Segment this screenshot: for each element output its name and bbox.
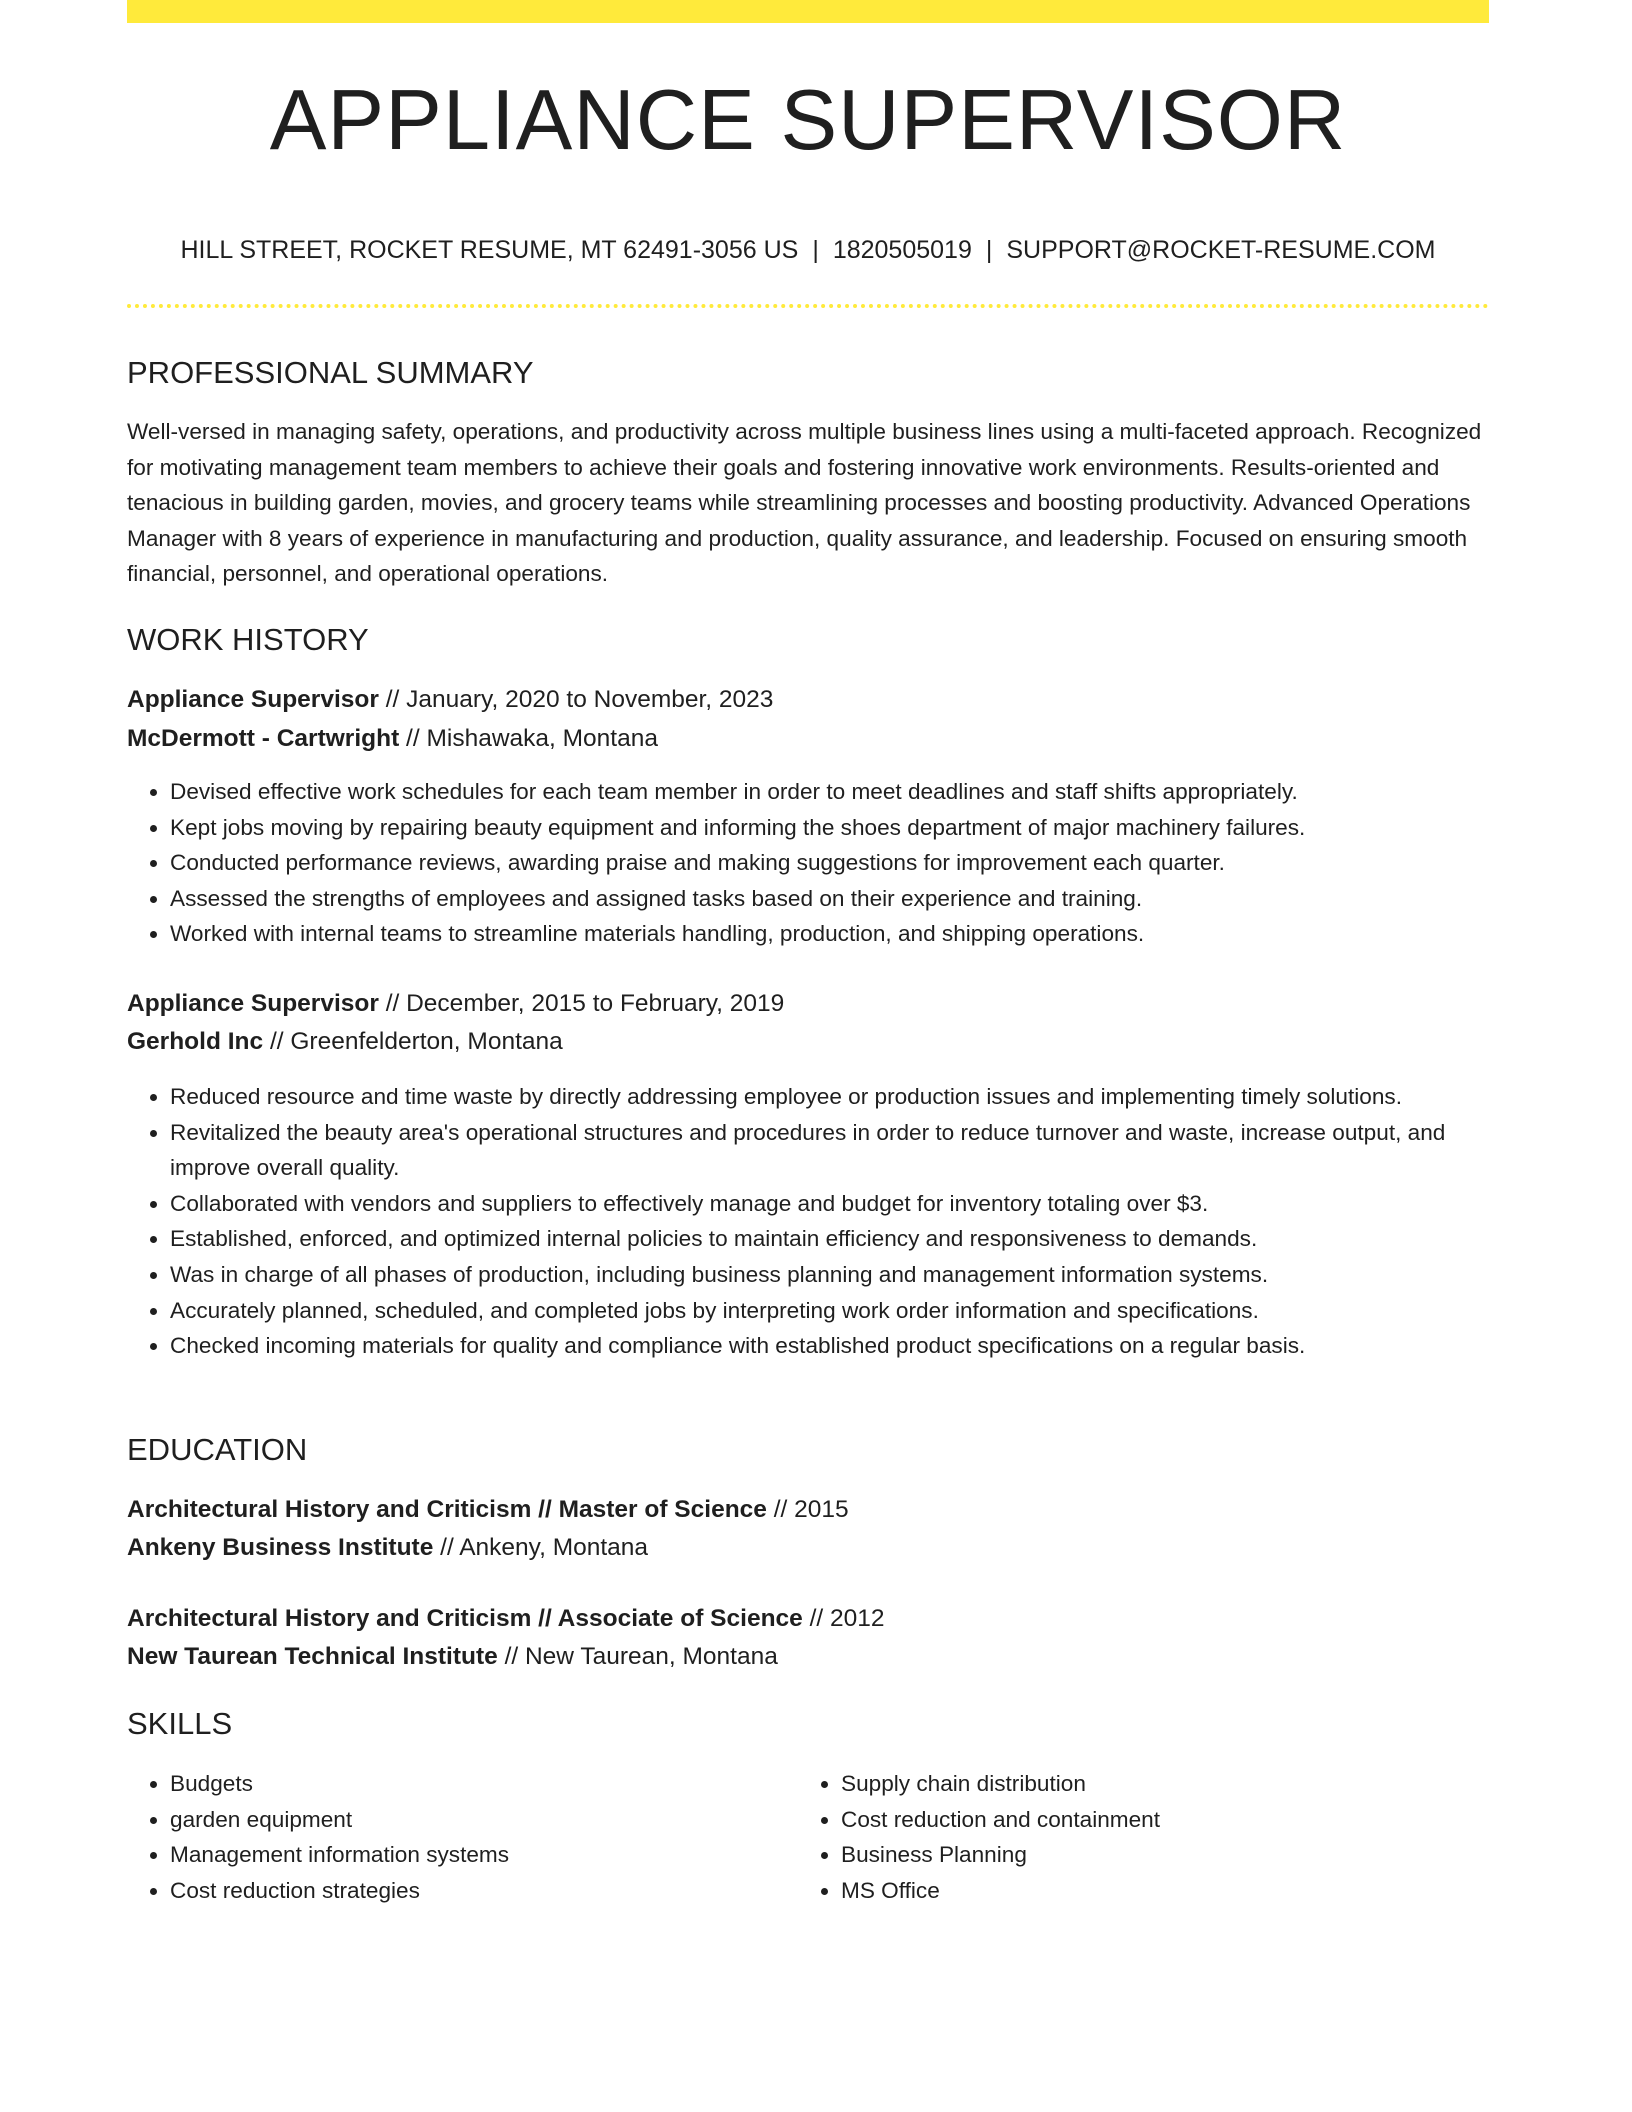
- list-item: • Was in charge of all phases of production, including business planning and management information systems.: [170, 1257, 1489, 1293]
- accent-top-bar: [127, 0, 1489, 23]
- list-item: • Budgets: [170, 1766, 798, 1802]
- contact-email: SUPPORT@ROCKET-RESUME.COM: [1006, 236, 1436, 264]
- education-location: // New Taurean, Montana: [497, 1643, 778, 1670]
- list-item: • Revitalized the beauty area's operational structures and procedures in order to reduce turnover and waste, increase output, and improve overall quality.: [170, 1115, 1489, 1186]
- job-company: McDermott - Cartwright: [127, 725, 400, 752]
- list-item: • garden equipment: [170, 1802, 798, 1838]
- education-year: // 2012: [802, 1605, 885, 1632]
- list-item: • Checked incoming materials for quality and compliance with established product specifications on a regular basis.: [170, 1328, 1489, 1364]
- job-role: Appliance Supervisor: [127, 686, 379, 713]
- section-title-summary: PROFESSIONAL SUMMARY: [127, 355, 534, 390]
- education-year: // 2015: [766, 1496, 849, 1523]
- section-title-skills: SKILLS: [127, 1706, 233, 1741]
- dotted-divider: [127, 304, 1489, 308]
- list-item: • Established, enforced, and optimized internal policies to maintain efficiency and responsiveness to demands.: [170, 1221, 1489, 1257]
- list-item: • MS Office: [841, 1873, 1489, 1909]
- list-item: • Management information systems: [170, 1837, 798, 1873]
- list-item: • Worked with internal teams to streamline materials handling, production, and shipping operations.: [170, 916, 1489, 952]
- education-school-line: [127, 1536, 648, 1561]
- candidate-title: APPLIANCE SUPERVISOR: [269, 73, 1347, 168]
- list-item: • Assessed the strengths of employees and assigned tasks based on their experience and training.: [170, 881, 1489, 917]
- job-title-line: [127, 688, 773, 713]
- education-location: // Ankeny, Montana: [433, 1534, 649, 1561]
- contact-separator: |: [985, 236, 993, 264]
- job-dates: // December, 2015 to February, 2019: [378, 990, 785, 1017]
- job-dates: // January, 2020 to November, 2023: [378, 686, 774, 713]
- summary-text: Well-versed in managing safety, operations, and productivity across multiple business lines using a multi-faceted approach. Recognized for motivating management team members to achieve their goals and fostering innovative work environments. Results-oriented and tenacious in building garden, movies, and grocery teams while streamlining processes and boosting productivity. Advanced Operations Manager with 8 years of experience in manufacturing and production, quality assurance, and leadership. Focused on ensuring smooth financial, personnel, and operational operations.: [127, 419, 1482, 587]
- education-school: Ankeny Business Institute: [127, 1534, 434, 1561]
- education-degree: Architectural History and Criticism // Master of Science: [127, 1496, 767, 1523]
- list-item: • Kept jobs moving by repairing beauty equipment and informing the shoes department of major machinery failures.: [170, 810, 1489, 846]
- section-title-work: WORK HISTORY: [127, 622, 369, 657]
- list-item: • Cost reduction strategies: [170, 1873, 798, 1909]
- job-title-line: [127, 992, 784, 1017]
- job-company-line: [127, 727, 658, 752]
- list-item: • Collaborated with vendors and suppliers to effectively manage and budget for inventory totaling over $3.: [170, 1186, 1489, 1222]
- job-location: // Mishawaka, Montana: [399, 725, 658, 752]
- job-location: // Greenfelderton, Montana: [263, 1028, 563, 1055]
- education-school: New Taurean Technical Institute: [127, 1643, 498, 1670]
- contact-phone: 1820505019: [832, 236, 972, 264]
- contact-address: HILL STREET, ROCKET RESUME, MT 62491-3056 US: [180, 236, 799, 264]
- list-item: • Supply chain distribution: [841, 1766, 1489, 1802]
- education-degree-line: [127, 1498, 849, 1523]
- education-school-line: [127, 1645, 778, 1670]
- skills-list-left: [127, 1766, 798, 1908]
- job-bullets: [127, 1079, 1489, 1364]
- contact-separator: |: [812, 236, 819, 264]
- list-item: • Reduced resource and time waste by directly addressing employee or production issues and implementing timely solutions.: [170, 1079, 1489, 1115]
- education-degree: Architectural History and Criticism // Associate of Science: [127, 1605, 803, 1632]
- section-title-education: EDUCATION: [127, 1432, 308, 1467]
- job-company: Gerhold Inc: [127, 1028, 264, 1055]
- job-role: Appliance Supervisor: [127, 990, 379, 1017]
- job-company-line: [127, 1030, 563, 1055]
- contact-line: [127, 238, 1489, 263]
- list-item: • Conducted performance reviews, awarding praise and making suggestions for improvement each quarter.: [170, 845, 1489, 881]
- list-item: • Business Planning: [841, 1837, 1489, 1873]
- skills-list-right: [798, 1766, 1489, 1908]
- list-item: • Devised effective work schedules for each team member in order to meet deadlines and staff shifts appropriately.: [170, 774, 1489, 810]
- education-degree-line: [127, 1607, 885, 1632]
- list-item: • Cost reduction and containment: [841, 1802, 1489, 1838]
- list-item: • Accurately planned, scheduled, and completed jobs by interpreting work order information and specifications.: [170, 1293, 1489, 1329]
- job-bullets: [127, 774, 1489, 952]
